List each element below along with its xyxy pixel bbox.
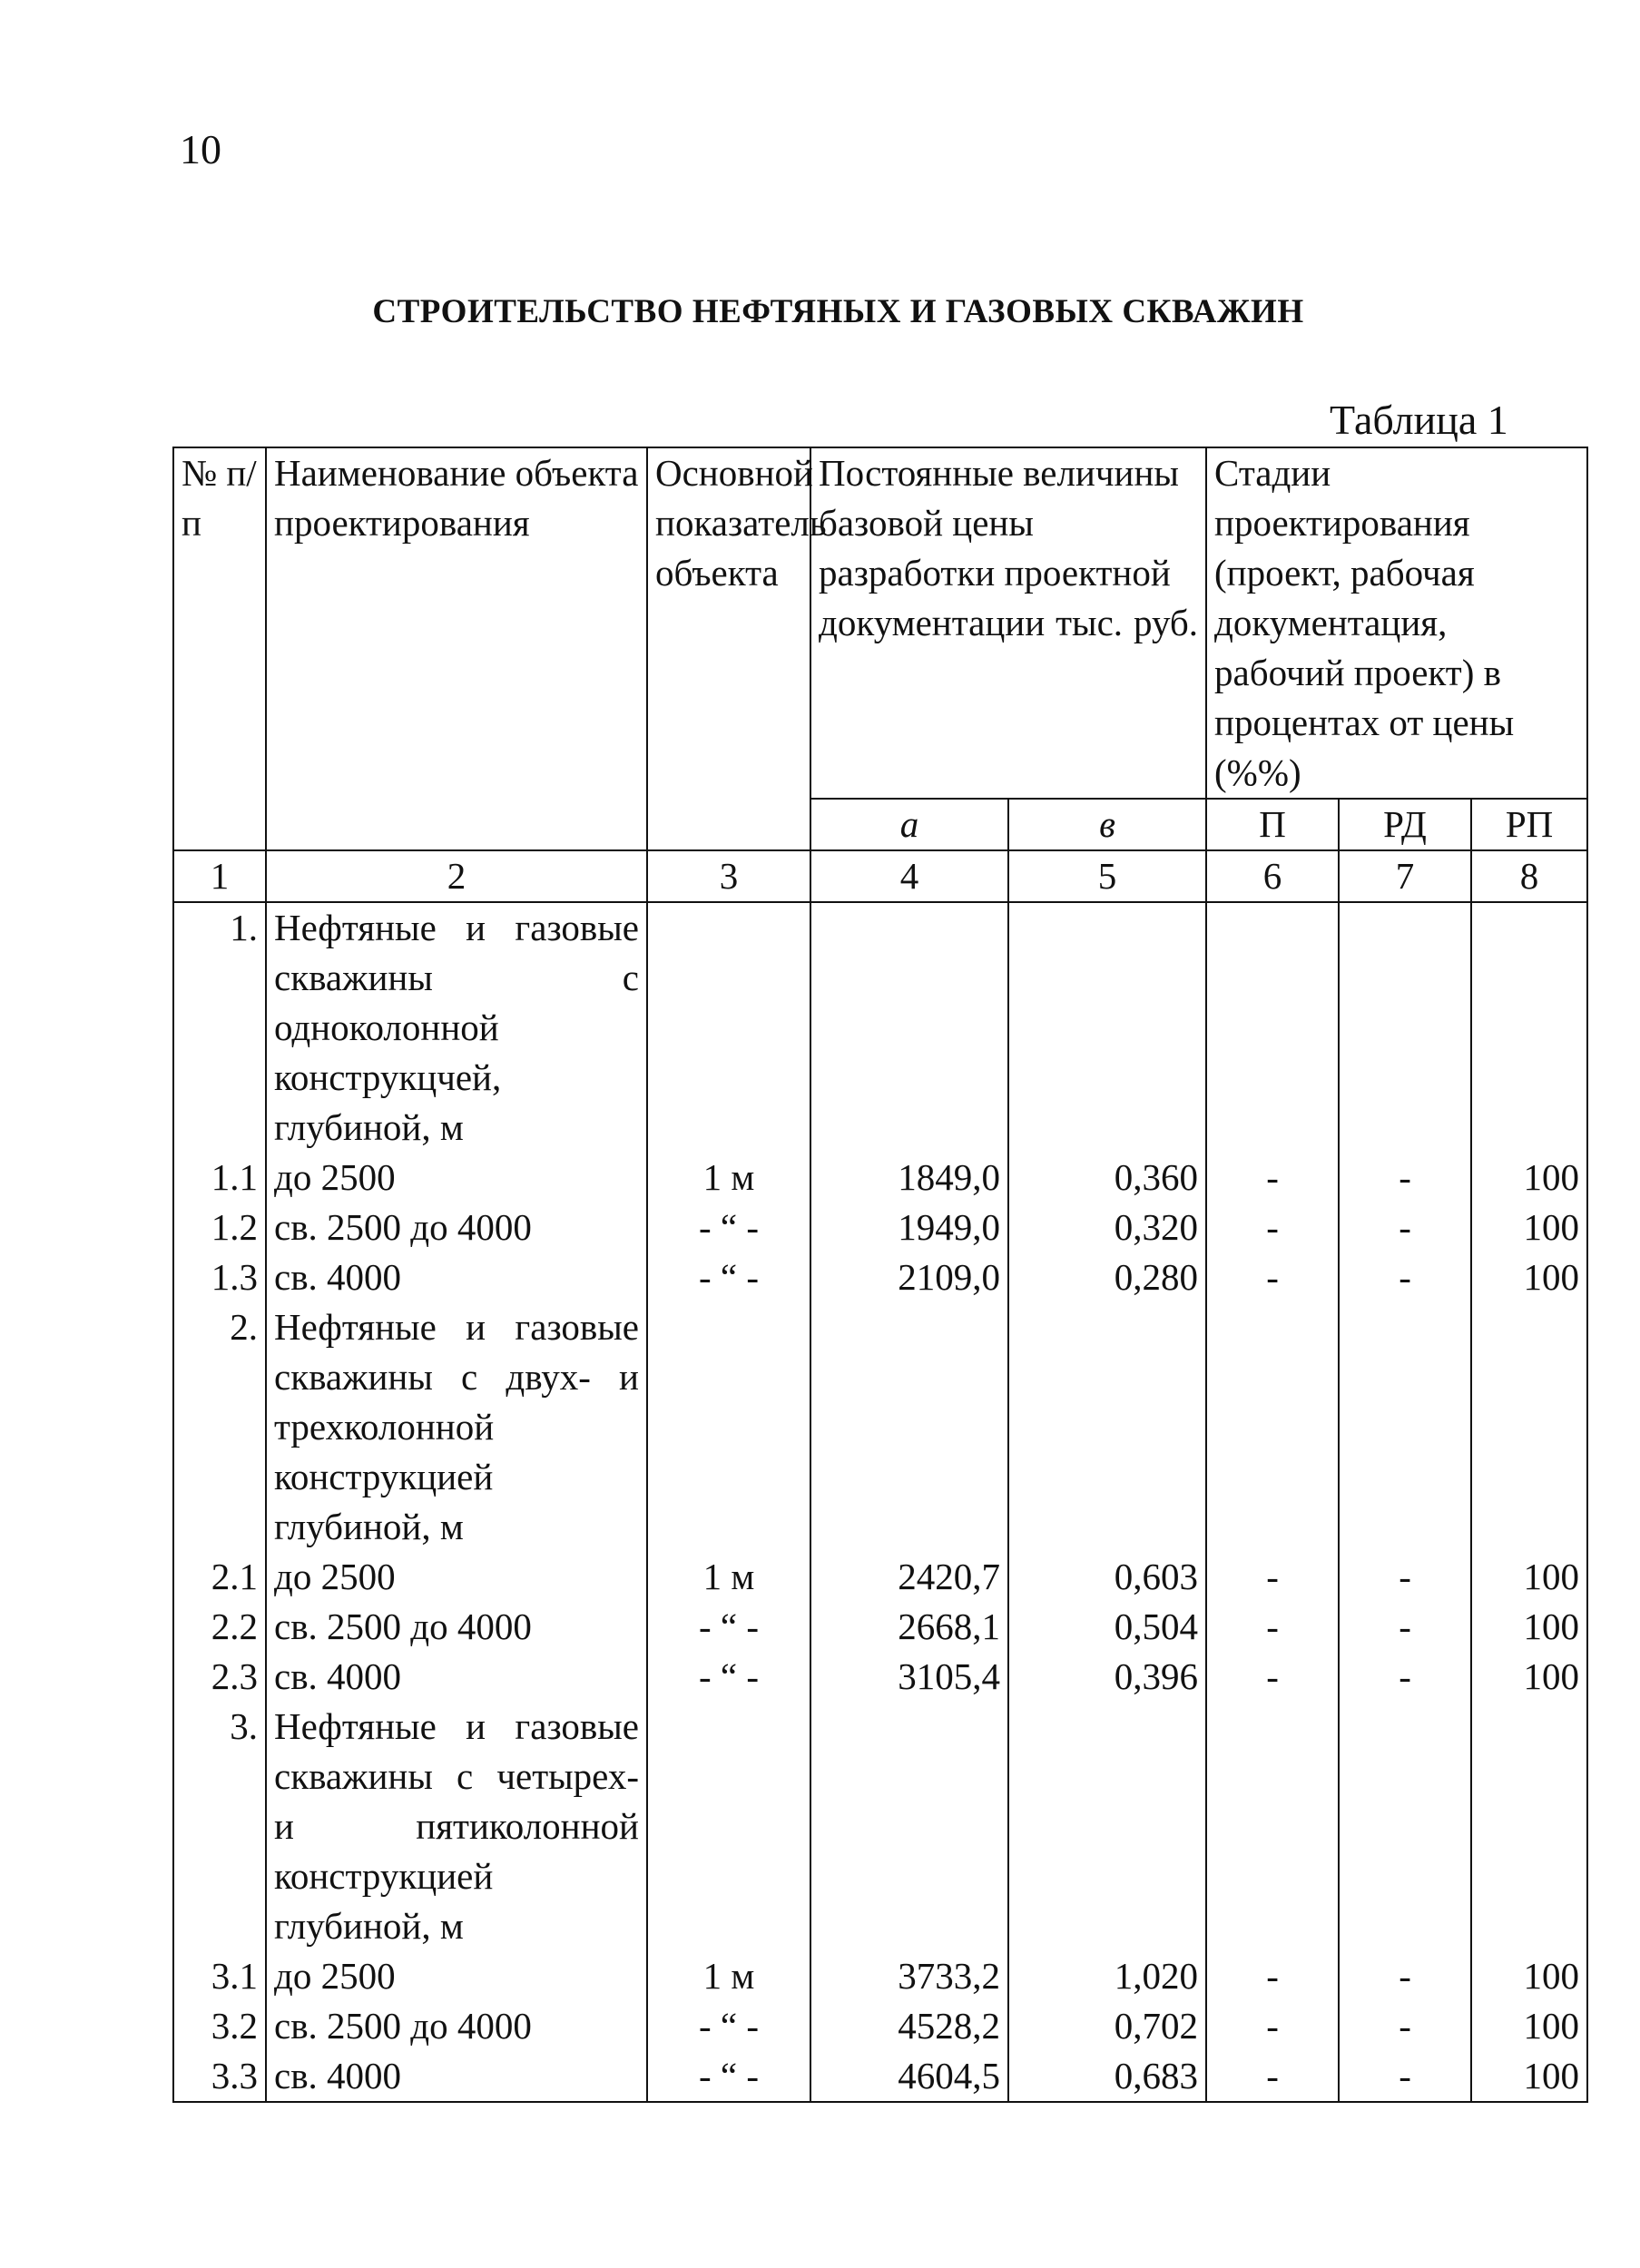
row-number: 1.1 — [173, 1153, 266, 1203]
group-name — [266, 1702, 647, 1951]
row-unit: - “ - — [647, 2001, 810, 2051]
row-depth-range: св. 2500 до 4000 — [266, 2001, 647, 2051]
group-name — [266, 902, 647, 1153]
column-number: 5 — [1008, 850, 1206, 902]
empty-cell — [810, 902, 1008, 1153]
row-unit: 1 м — [647, 1951, 810, 2001]
column-number: 7 — [1339, 850, 1471, 902]
row-number: 3.3 — [173, 2051, 266, 2102]
row-number: 1.3 — [173, 1252, 266, 1302]
row-depth-range: св. 2500 до 4000 — [266, 1203, 647, 1252]
row-stage-rp: 100 — [1471, 1602, 1587, 1652]
group-number: 3. — [173, 1702, 266, 1951]
row-value-b: 0,320 — [1008, 1203, 1206, 1252]
row-value-b: 0,280 — [1008, 1252, 1206, 1302]
row-value-a: 1949,0 — [810, 1203, 1008, 1252]
document-title: СТРОИТЕЛЬСТВО НЕФТЯНЫХ И ГАЗОВЫХ СКВАЖИН — [372, 293, 1304, 330]
subheader-b: в — [1008, 799, 1206, 850]
empty-cell — [1008, 1302, 1206, 1552]
column-number: 1 — [173, 850, 266, 902]
row-stage-rp: 100 — [1471, 1153, 1587, 1203]
row-stage-rd: - — [1339, 1552, 1471, 1602]
row-stage-rp: 100 — [1471, 2001, 1587, 2051]
row-stage-p: - — [1206, 1203, 1339, 1252]
group-name-text: Нефтяные и газовые скважины с четырех- и пятиколонной конструкцией глубиной, м — [274, 1705, 639, 1947]
row-stage-p: - — [1206, 1951, 1339, 2001]
header-design-stages: Стадии проектирования (проект, рабочая документация, рабочий проект) в процентах от цены (%%) — [1206, 447, 1587, 799]
column-number: 6 — [1206, 850, 1339, 902]
row-depth-range: св. 4000 — [266, 1652, 647, 1702]
row-depth-range: св. 4000 — [266, 1252, 647, 1302]
row-stage-p: - — [1206, 1552, 1339, 1602]
empty-cell — [1339, 1302, 1471, 1552]
row-value-b: 0,702 — [1008, 2001, 1206, 2051]
row-value-a: 3733,2 — [810, 1951, 1008, 2001]
row-stage-p: - — [1206, 2001, 1339, 2051]
header-object-name: Наименование объекта проектирования — [266, 447, 647, 850]
table-row — [173, 1203, 1587, 1252]
row-value-b: 0,504 — [1008, 1602, 1206, 1652]
row-stage-p: - — [1206, 1602, 1339, 1652]
row-value-a: 2668,1 — [810, 1602, 1008, 1652]
table-row — [173, 1153, 1587, 1203]
header-base-price: Постоянные величины базовой цены разработки проектной документации тыс. руб. — [810, 447, 1206, 799]
table-row — [173, 1252, 1587, 1302]
header-main-indicator: Основной показатель объекта — [647, 447, 810, 850]
row-depth-range: св. 2500 до 4000 — [266, 1602, 647, 1652]
row-stage-rp: 100 — [1471, 1552, 1587, 1602]
price-table — [172, 447, 1588, 2103]
row-unit: - “ - — [647, 1652, 810, 1702]
row-unit: 1 м — [647, 1552, 810, 1602]
column-number: 8 — [1471, 850, 1587, 902]
row-stage-rp: 100 — [1471, 1652, 1587, 1702]
empty-cell — [1008, 902, 1206, 1153]
table-row — [173, 1652, 1587, 1702]
row-unit: - “ - — [647, 1602, 810, 1652]
empty-cell — [1471, 1702, 1587, 1951]
row-stage-rd: - — [1339, 1602, 1471, 1652]
header-number: № п/п — [173, 447, 266, 850]
group-number: 1. — [173, 902, 266, 1153]
column-number-row — [173, 850, 1587, 902]
empty-cell — [1008, 1702, 1206, 1951]
row-stage-rd: - — [1339, 1951, 1471, 2001]
row-value-a: 3105,4 — [810, 1652, 1008, 1702]
row-value-b: 0,360 — [1008, 1153, 1206, 1203]
row-stage-p: - — [1206, 1252, 1339, 1302]
empty-cell — [647, 902, 810, 1153]
row-stage-rp: 100 — [1471, 1203, 1587, 1252]
table-row — [173, 2051, 1587, 2102]
row-number: 2.3 — [173, 1652, 266, 1702]
row-unit: - “ - — [647, 1252, 810, 1302]
empty-cell — [1471, 1302, 1587, 1552]
row-stage-p: - — [1206, 1652, 1339, 1702]
subheader-a: а — [810, 799, 1008, 850]
row-value-a: 4604,5 — [810, 2051, 1008, 2102]
table-group-row — [173, 1702, 1587, 1951]
table-caption: Таблица 1 — [1330, 397, 1508, 443]
row-unit: - “ - — [647, 1203, 810, 1252]
empty-cell — [1206, 902, 1339, 1153]
row-stage-rd: - — [1339, 2051, 1471, 2102]
page-number: 10 — [180, 126, 221, 172]
row-value-a: 1849,0 — [810, 1153, 1008, 1203]
empty-cell — [1471, 902, 1587, 1153]
empty-cell — [810, 1302, 1008, 1552]
table-header-row — [173, 447, 1587, 799]
empty-cell — [1206, 1302, 1339, 1552]
column-number: 4 — [810, 850, 1008, 902]
row-unit: 1 м — [647, 1153, 810, 1203]
row-depth-range: до 2500 — [266, 1552, 647, 1602]
row-value-a: 4528,2 — [810, 2001, 1008, 2051]
row-stage-rd: - — [1339, 1153, 1471, 1203]
row-number: 2.2 — [173, 1602, 266, 1652]
row-number: 3.1 — [173, 1951, 266, 2001]
empty-cell — [647, 1702, 810, 1951]
row-stage-rp: 100 — [1471, 1252, 1587, 1302]
row-stage-rd: - — [1339, 2001, 1471, 2051]
column-number: 2 — [266, 850, 647, 902]
table-row — [173, 1602, 1587, 1652]
table-row — [173, 2001, 1587, 2051]
row-value-b: 0,396 — [1008, 1652, 1206, 1702]
row-value-b: 0,603 — [1008, 1552, 1206, 1602]
row-value-a: 2420,7 — [810, 1552, 1008, 1602]
table-group-row — [173, 902, 1587, 1153]
subheader-p: П — [1206, 799, 1339, 850]
row-stage-rd: - — [1339, 1203, 1471, 1252]
row-stage-p: - — [1206, 1153, 1339, 1203]
empty-cell — [1339, 902, 1471, 1153]
group-name-text: Нефтяные и газовые скважины с двух- и трехколонной конструкцией глубиной, м — [274, 1306, 639, 1547]
row-value-a: 2109,0 — [810, 1252, 1008, 1302]
row-value-b: 0,683 — [1008, 2051, 1206, 2102]
empty-cell — [1206, 1702, 1339, 1951]
column-number: 3 — [647, 850, 810, 902]
row-number: 1.2 — [173, 1203, 266, 1252]
empty-cell — [647, 1302, 810, 1552]
row-depth-range: до 2500 — [266, 1153, 647, 1203]
empty-cell — [810, 1702, 1008, 1951]
row-number: 3.2 — [173, 2001, 266, 2051]
row-stage-rp: 100 — [1471, 2051, 1587, 2102]
subheader-rd: РД — [1339, 799, 1471, 850]
empty-cell — [1339, 1702, 1471, 1951]
row-value-b: 1,020 — [1008, 1951, 1206, 2001]
row-depth-range: до 2500 — [266, 1951, 647, 2001]
table-group-row — [173, 1302, 1587, 1552]
subheader-rp: РП — [1471, 799, 1587, 850]
group-name-text: Нефтяные и газовые скважины с одноколонной конструкцчей, глубиной, м — [274, 907, 639, 1148]
row-stage-rd: - — [1339, 1252, 1471, 1302]
table-row — [173, 1951, 1587, 2001]
row-stage-rp: 100 — [1471, 1951, 1587, 2001]
row-number: 2.1 — [173, 1552, 266, 1602]
group-name — [266, 1302, 647, 1552]
table-row — [173, 1552, 1587, 1602]
row-unit: - “ - — [647, 2051, 810, 2102]
row-depth-range: св. 4000 — [266, 2051, 647, 2102]
row-stage-p: - — [1206, 2051, 1339, 2102]
row-stage-rd: - — [1339, 1652, 1471, 1702]
group-number: 2. — [173, 1302, 266, 1552]
